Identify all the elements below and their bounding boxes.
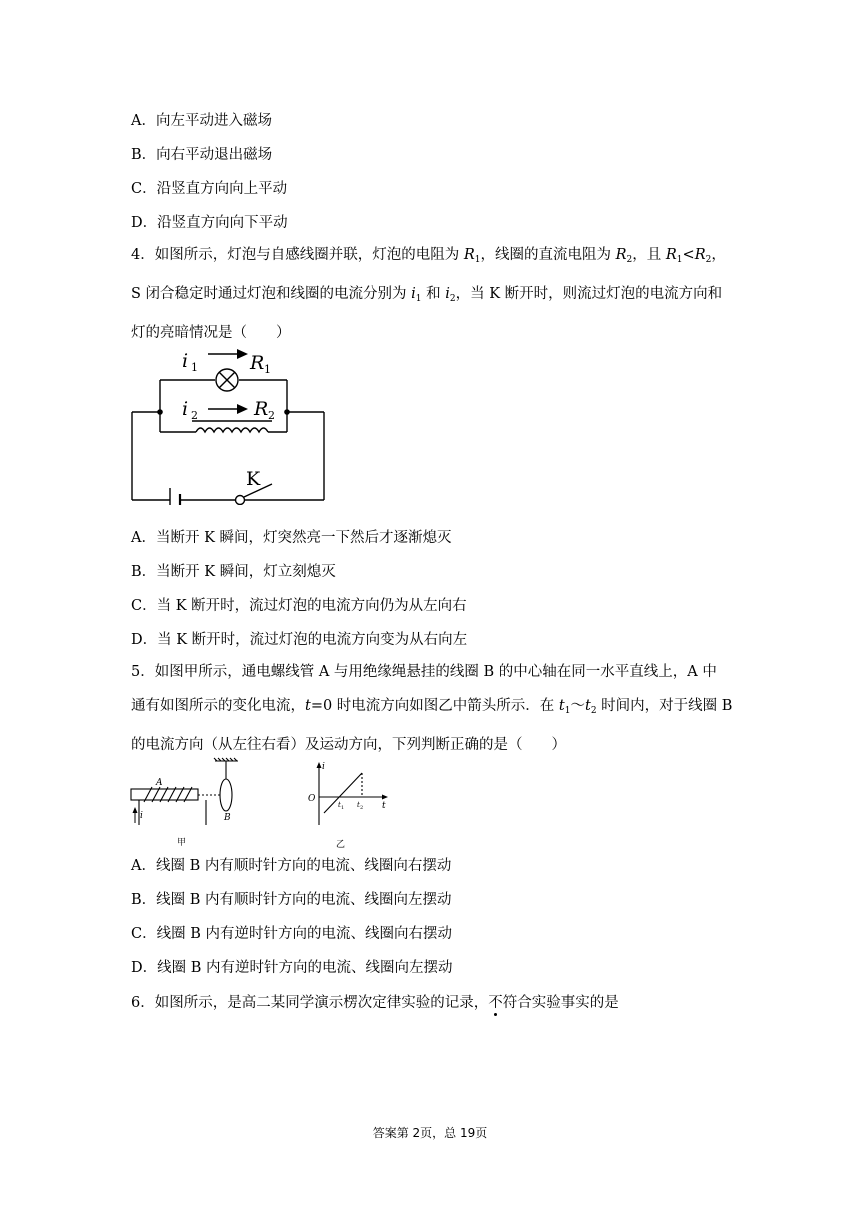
coil-label: B bbox=[224, 813, 231, 823]
i1-sub: 1 bbox=[191, 361, 198, 374]
solenoid-label: A bbox=[156, 778, 163, 788]
figure-yi-caption: 乙 bbox=[336, 840, 346, 850]
q4-stem: 4．如图所示，灯泡与自感线圈并联，灯泡的电阻为 $R_1$，线圈的直流电阻为 $R_2$，且 $R_1<R_2$， S 闭合稳定时通过灯泡和线圈的电流分别为 $i_1$ 和 $i_2$，当 K 断开时，则流过灯泡的电流方向和 灯的亮暗情况是（ ） bbox=[131, 247, 726, 341]
emphasis-char: 不 bbox=[488, 995, 503, 1011]
graph-t-axis: t bbox=[382, 801, 386, 811]
q5-option-d: D．线圈 B 内有逆时针方向的电流、线圈向左摆动 bbox=[131, 960, 453, 976]
q3-option-d: D．沿竖直方向向下平动 bbox=[131, 215, 288, 231]
page-footer: 答案第 2页，总 19页 bbox=[372, 1126, 488, 1140]
r1-label: R bbox=[250, 352, 265, 374]
graph-t2-sub: 2 bbox=[360, 805, 364, 811]
graph-i-axis: i bbox=[322, 762, 325, 772]
r2-sub: 2 bbox=[268, 409, 275, 422]
i2-label: i bbox=[182, 398, 189, 420]
q4-option-a: A．当断开 K 瞬间，灯突然亮一下然后才逐渐熄灭 bbox=[131, 530, 452, 546]
q4-circuit-figure bbox=[128, 345, 333, 505]
q5-stem: 5．如图甲所示，通电螺线管 A 与用绝缘绳悬挂的线圈 B 的中心轴在同一水平直线上，A 中 通有如图所示的变化电流，t=0 时电流方向如图乙中箭头所示．在 $t_1\sim t_2$ 时间内，对于线圈 B 的电流方向（从左往右看）及运动方向，下列判断正确的是（ ） bbox=[131, 664, 733, 753]
q3-option-c: C．沿竖直方向向上平动 bbox=[131, 181, 288, 197]
q3-option-b: B．向右平动退出磁场 bbox=[131, 147, 273, 163]
graph-origin: O bbox=[308, 794, 316, 804]
r2-label: R bbox=[254, 398, 269, 420]
i1-label: i bbox=[182, 350, 189, 372]
graph-t1-sub: 1 bbox=[341, 805, 345, 811]
q5-option-a: A．线圈 B 内有顺时针方向的电流、线圈向右摆动 bbox=[131, 858, 452, 874]
figure-jia-caption: 甲 bbox=[177, 838, 187, 848]
i2-sub: 2 bbox=[191, 409, 198, 422]
q6-stem: 6．如图所示，是高二某同学演示楞次定律实验的记录，不符合实验事实的是 bbox=[131, 995, 619, 1011]
switch-label: K bbox=[246, 468, 261, 490]
q5-option-b: B．线圈 B 内有顺时针方向的电流、线圈向左摆动 bbox=[131, 892, 452, 908]
r1-sub: 1 bbox=[264, 363, 271, 376]
q3-option-a: A．向左平动进入磁场 bbox=[131, 113, 272, 129]
q5-option-c: C．线圈 B 内有逆时针方向的电流、线圈向右摆动 bbox=[131, 926, 452, 942]
q5-current-graph bbox=[300, 759, 400, 851]
q4-option-b: B．当断开 K 瞬间，灯立刻熄灭 bbox=[131, 564, 336, 580]
q5-solenoid-figure bbox=[128, 757, 243, 849]
graph-t1: t bbox=[338, 801, 341, 809]
graph-t2: t bbox=[357, 801, 360, 809]
current-label: i bbox=[140, 811, 143, 821]
q4-option-d: D．当 K 断开时，流过灯泡的电流方向变为从右向左 bbox=[131, 632, 468, 648]
q4-option-c: C．当 K 断开时，流过灯泡的电流方向仍为从左向右 bbox=[131, 598, 467, 614]
